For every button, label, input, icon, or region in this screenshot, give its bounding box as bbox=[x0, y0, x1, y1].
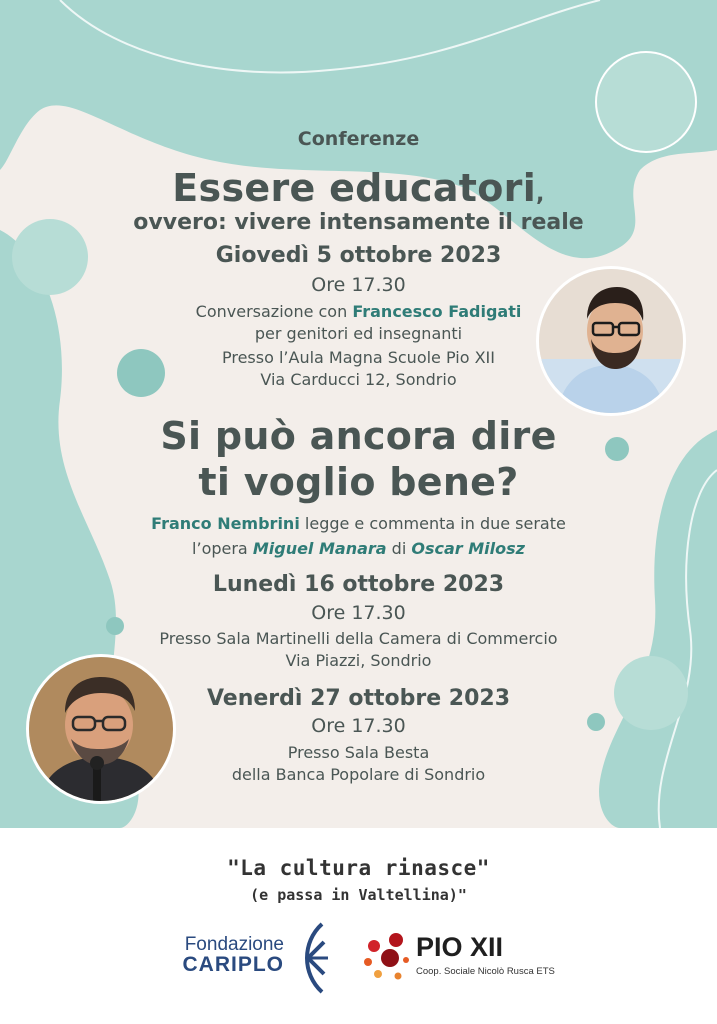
event2-title-line2: ti voglio bene? bbox=[198, 460, 519, 504]
slogan: "La cultura rinasce" bbox=[227, 856, 490, 880]
fondazione-cariplo-logo bbox=[168, 920, 334, 1000]
event1-conv-prefix: Conversazione con bbox=[195, 302, 353, 321]
event2-speaker: Franco Nembrini bbox=[151, 514, 300, 533]
portrait-man-smiling bbox=[29, 657, 173, 801]
event1-subtitle: ovvero: vivere intensamente il reale bbox=[133, 210, 584, 235]
pio-dots-icon bbox=[360, 930, 412, 984]
event1-time: Ore 17.30 bbox=[311, 274, 406, 296]
speaker-photo-fadigati bbox=[536, 266, 686, 416]
event1-title-text: Essere educatori bbox=[172, 166, 537, 210]
cariplo-mark-icon bbox=[294, 920, 334, 996]
pio-name: PIO XII bbox=[416, 932, 504, 962]
event2-author: Oscar Milosz bbox=[411, 539, 525, 558]
cariplo-line1: Fondazione bbox=[184, 934, 284, 955]
event2-opera bbox=[0, 539, 717, 558]
session2-date: Venerdì 27 ottobre 2023 bbox=[206, 686, 511, 711]
event2-opera-by: di bbox=[386, 539, 412, 558]
event1-venue: Presso l’Aula Magna Scuole Pio XII bbox=[221, 348, 495, 367]
event1-audience: per genitori ed insegnanti bbox=[254, 324, 463, 343]
event1-title bbox=[0, 166, 717, 210]
slogan-sub: (e passa in Valtellina)" bbox=[250, 886, 467, 904]
session1-address: Via Piazzi, Sondrio bbox=[285, 651, 432, 670]
speaker-photo-nembrini bbox=[26, 654, 176, 804]
footer bbox=[0, 828, 717, 1024]
event2-opera-title: Miguel Manara bbox=[252, 539, 387, 558]
session2-address: della Banca Popolare di Sondrio bbox=[231, 765, 486, 784]
event2-description bbox=[0, 514, 717, 533]
event2-title-line1: Si può ancora dire bbox=[160, 414, 557, 458]
cariplo-line2: CARIPLO bbox=[182, 953, 284, 976]
kicker: Conferenze bbox=[297, 128, 420, 150]
event1-date: Giovedì 5 ottobre 2023 bbox=[215, 243, 502, 268]
pio-xii-logo bbox=[360, 928, 560, 988]
portrait-man-beard bbox=[539, 269, 683, 413]
event1-address: Via Carducci 12, Sondrio bbox=[260, 370, 457, 389]
session2-venue: Presso Sala Besta bbox=[287, 743, 430, 762]
event2-desc-rest: legge e commenta in due serate bbox=[299, 514, 566, 533]
event1-speaker: Francesco Fadigati bbox=[352, 302, 522, 321]
session1-date: Lunedì 16 ottobre 2023 bbox=[212, 572, 505, 597]
event2-opera-prefix: l’opera bbox=[192, 539, 253, 558]
session1-time: Ore 17.30 bbox=[311, 602, 406, 624]
event1-title-comma: , bbox=[536, 182, 545, 207]
pio-subtitle: Coop. Sociale Nicolò Rusca ETS bbox=[416, 966, 555, 977]
session1-venue: Presso Sala Martinelli della Camera di Commercio bbox=[159, 629, 558, 648]
session2-time: Ore 17.30 bbox=[311, 715, 406, 737]
